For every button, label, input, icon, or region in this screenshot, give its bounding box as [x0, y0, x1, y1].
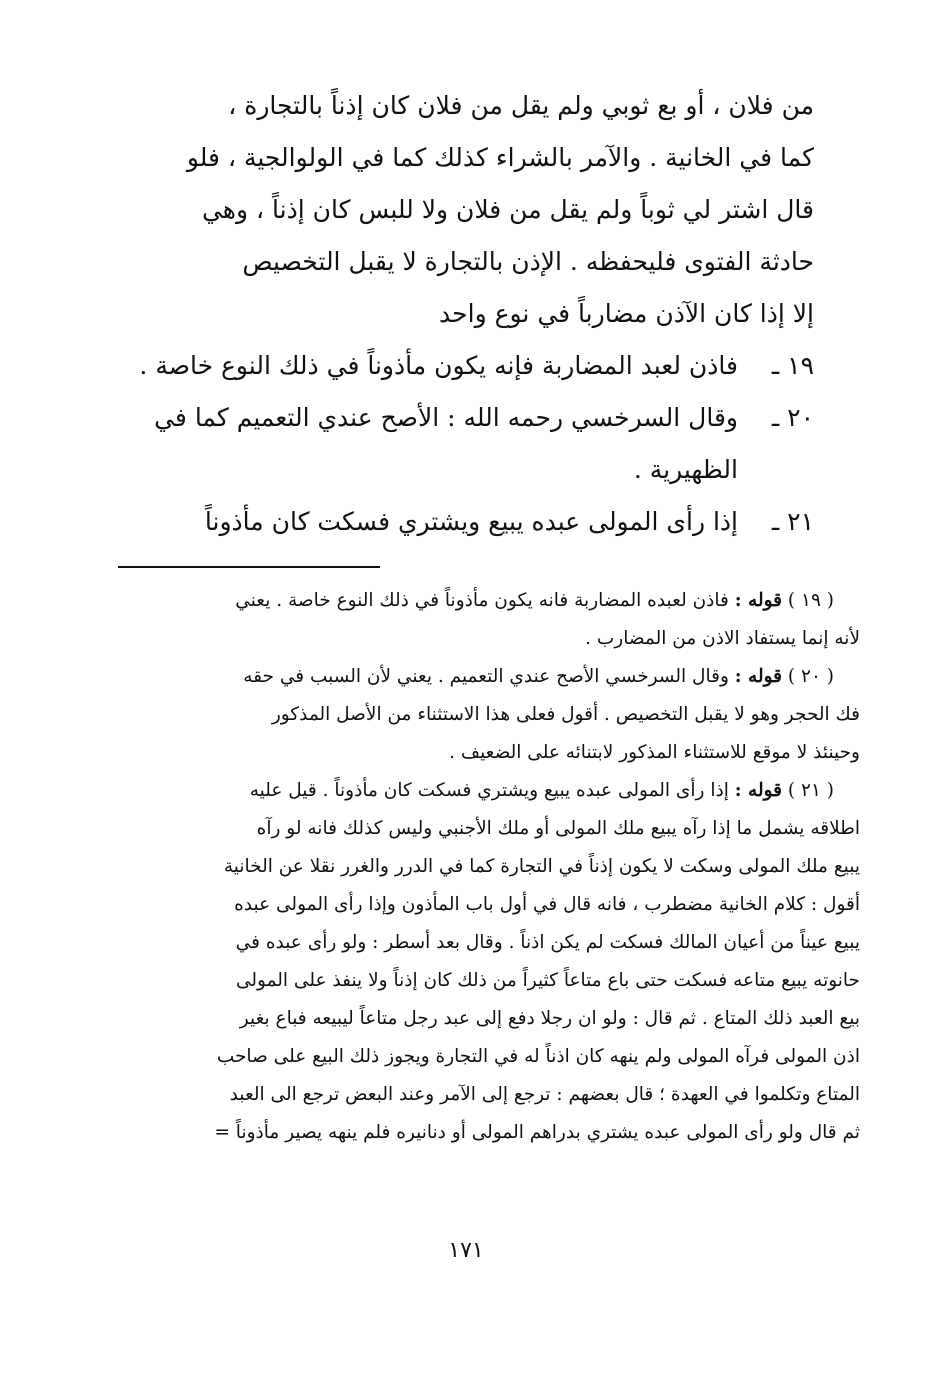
main-item-21 — [104, 496, 814, 548]
note-label: قوله : — [734, 780, 783, 801]
note-line: لأنه إنما يستفاد الاذن من المضارب . — [585, 628, 860, 649]
item-number: ١٩ ـ — [771, 351, 814, 380]
note-text: فاذن لعبده المضاربة فانه يكون مأذوناً في ذلك النوع خاصة . يعني — [235, 590, 729, 611]
note-line: المتاع وتكلموا في العهدة ؛ قال بعضهم : ترجع إلى الآمر وعند البعض ترجع الى العبد — [229, 1084, 860, 1105]
main-line: كما في الخانية . والآمر بالشراء كذلك كما في الولوالجية ، فلو — [186, 143, 814, 172]
note-line: ثم قال ولو رأى المولى عبده يشتري بدراهم المولى أو دنانيره فلم ينهه يصير مأذوناً = — [214, 1122, 860, 1143]
note-number: ( ٢١ ) — [787, 780, 834, 801]
note-text: وقال السرخسي الأصح عندي التعميم . يعني لأن السبب في حقه — [243, 666, 729, 687]
item-text: فاذن لعبد المضاربة فإنه يكون مأذوناً في ذلك النوع خاصة . — [139, 351, 738, 380]
note-line: حانوته يبيع متاعه فسكت حتى باع متاعاً كثيراً من ذلك كان إذناً ولا ينفذ على المولى — [235, 970, 860, 991]
note-label: قوله : — [734, 666, 783, 687]
page-number: ١٧١ — [448, 1238, 484, 1263]
main-text — [104, 80, 814, 548]
note-number: ( ٢٠ ) — [787, 666, 834, 687]
note-line: اذن المولى فرآه المولى ولم ينهه كان اذناً له في التجارة ويجوز ذلك البيع على صاحب — [216, 1046, 860, 1067]
note-number: ( ١٩ ) — [787, 590, 834, 611]
note-text: إذا رأى المولى عبده يبيع ويشتري فسكت كان مأذوناً . قيل عليه — [249, 780, 729, 801]
main-item-19 — [104, 340, 814, 392]
note-line: يبيع عيناً من أعيان المالك فسكت لم يكن اذناً . وقال بعد أسطر : ولو رأى عبده في — [235, 932, 860, 953]
item-number: ٢١ ـ — [771, 507, 814, 536]
item-continuation: الظهيرية . — [633, 455, 738, 484]
main-line: قال اشتر لي ثوباً ولم يقل من فلان ولا للبس كان إذناً ، وهي — [201, 195, 814, 224]
item-text: وقال السرخسي رحمه الله : الأصح عندي التعميم كما في — [154, 403, 738, 432]
footnote-divider — [118, 566, 380, 568]
note-20-first-line — [68, 658, 860, 696]
note-line: أقول : كلام الخانية مضطرب ، فانه قال في أول باب المأذون وإذا رأى المولى عبده — [234, 894, 860, 915]
main-line: إلا إذا كان الآذن مضارباً في نوع واحد — [439, 299, 814, 328]
main-item-20 — [104, 392, 814, 444]
main-line: من فلان ، أو بع ثوبي ولم يقل من فلان كان إذناً بالتجارة ، — [228, 91, 814, 120]
note-21-first-line — [68, 772, 860, 810]
note-19-first-line — [68, 582, 860, 620]
commentary-notes — [68, 582, 860, 1152]
main-line: حادثة الفتوى فليحفظه . الإذن بالتجارة لا يقبل التخصيص — [242, 247, 814, 276]
note-line: اطلاقه يشمل ما إذا رآه يبيع ملك المولى أو ملك الأجنبي وليس كذلك فانه لو رآه — [256, 818, 860, 839]
item-text: إذا رأى المولى عبده يبيع ويشتري فسكت كان مأذوناً — [204, 507, 738, 536]
note-line: بيع العبد ذلك المتاع . ثم قال : ولو ان رجلا دفع إلى عبد رجل متاعاً ليبيعه فباع بغير — [239, 1008, 860, 1029]
note-line: فك الحجر وهو لا يقبل التخصيص . أقول فعلى هذا الاستثناء من الأصل المذكور — [271, 704, 860, 725]
note-line: وحينئذ لا موقع للاستثناء المذكور لابتنائه على الضعيف . — [449, 742, 860, 763]
note-line: يبيع ملك المولى وسكت لا يكون إذناً في التجارة كما في الدرر والغرر نقلا عن الخانية — [223, 856, 860, 877]
note-label: قوله : — [734, 590, 783, 611]
item-number: ٢٠ ـ — [771, 403, 814, 432]
